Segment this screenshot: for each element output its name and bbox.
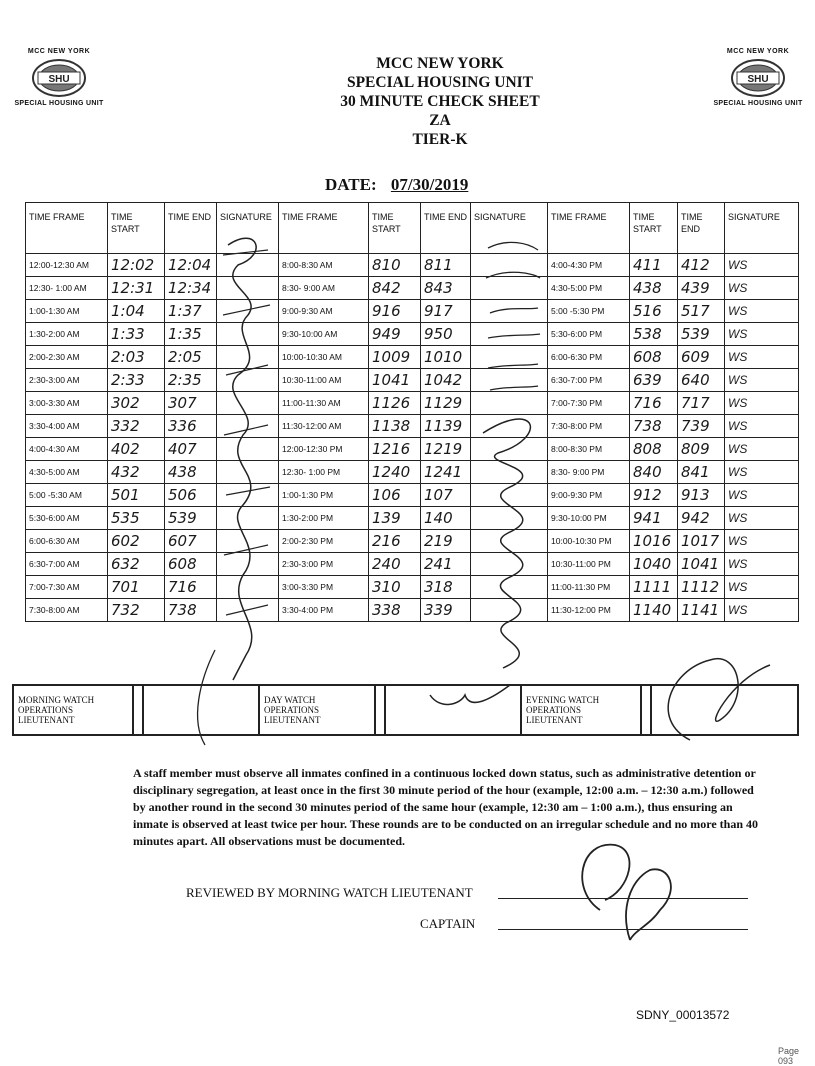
svg-text:SHU: SHU [48, 74, 70, 85]
time-frame-cell: 10:00-10:30 AM [279, 346, 369, 369]
signature-cell: WS [725, 438, 799, 461]
time-end-cell: 407 [165, 438, 217, 461]
table-row [26, 254, 799, 277]
time-end-cell: 607 [165, 530, 217, 553]
time-start-cell: 216 [369, 530, 421, 553]
time-frame-cell: 5:30-6:00 AM [26, 507, 108, 530]
time-start-cell: 1138 [369, 415, 421, 438]
title-line: 30 MINUTE CHECK SHEET [340, 93, 540, 110]
table-row [26, 599, 799, 622]
time-frame-cell: 8:30- 9:00 PM [548, 461, 630, 484]
logo-bottom-text: SPECIAL HOUSING UNIT [713, 100, 803, 107]
time-end-cell: 1129 [421, 392, 471, 415]
time-start-cell: 632 [108, 553, 165, 576]
time-end-cell: 517 [678, 300, 725, 323]
time-start-cell: 1009 [369, 346, 421, 369]
time-frame-cell: 9:30-10:00 AM [279, 323, 369, 346]
time-start-cell: 12:31 [108, 277, 165, 300]
time-frame-cell: 12:00-12:30 PM [279, 438, 369, 461]
time-start-cell: 302 [108, 392, 165, 415]
time-start-cell: 240 [369, 553, 421, 576]
time-end-cell: 1:35 [165, 323, 217, 346]
signature-cell [217, 599, 279, 622]
signature-cell [471, 300, 548, 323]
column-header: TIME FRAME [548, 203, 630, 254]
morning-watch-label: MORNING WATCH OPERATIONS LIEUTENANT [13, 685, 133, 735]
time-start-cell: 12:02 [108, 254, 165, 277]
time-frame-cell: 7:00-7:30 AM [26, 576, 108, 599]
table-row [26, 323, 799, 346]
time-end-cell: 339 [421, 599, 471, 622]
signature-cell [471, 507, 548, 530]
time-frame-cell: 6:30-7:00 AM [26, 553, 108, 576]
signature-cell [471, 415, 548, 438]
time-start-cell: 912 [630, 484, 678, 507]
signature-cell: WS [725, 484, 799, 507]
time-end-cell: 739 [678, 415, 725, 438]
time-frame-cell: 4:30-5:00 AM [26, 461, 108, 484]
signature-cell [217, 300, 279, 323]
time-frame-cell: 1:30-2:00 PM [279, 507, 369, 530]
evening-watch-signature [651, 685, 798, 735]
table-row [26, 300, 799, 323]
morning-watch-signature [143, 685, 259, 735]
time-start-cell: 716 [630, 392, 678, 415]
signature-cell: WS [725, 507, 799, 530]
signature-cell [217, 507, 279, 530]
svg-text:SHU: SHU [747, 74, 769, 85]
time-frame-cell: 3:00-3:30 AM [26, 392, 108, 415]
signature-cell: WS [725, 461, 799, 484]
table-row [26, 438, 799, 461]
time-start-cell: 1240 [369, 461, 421, 484]
time-start-cell: 535 [108, 507, 165, 530]
time-start-cell: 1140 [630, 599, 678, 622]
time-end-cell: 1241 [421, 461, 471, 484]
signature-cell [471, 369, 548, 392]
time-frame-cell: 6:00-6:30 AM [26, 530, 108, 553]
time-start-cell: 916 [369, 300, 421, 323]
time-frame-cell: 2:30-3:00 PM [279, 553, 369, 576]
signature-cell [217, 484, 279, 507]
time-start-cell: 411 [630, 254, 678, 277]
time-start-cell: 310 [369, 576, 421, 599]
time-start-cell: 810 [369, 254, 421, 277]
logo-top-text: MCC NEW YORK [27, 48, 91, 55]
time-frame-cell: 1:30-2:00 AM [26, 323, 108, 346]
time-end-cell: 738 [165, 599, 217, 622]
signature-cell: WS [725, 576, 799, 599]
signature-cell [217, 277, 279, 300]
instructions-paragraph: A staff member must observe all inmates confined in a continuous locked down status, such as administrative detention or disciplinary segregation, at least once in the first 30 minute period of the hour (example, 12:00 a.m. – 12:30 a.m.) followed by another round in the second 30 minutes period of the same hour (example, 12:30 am – 1:00 a.m.), thus ensuring an inmate is observed at least twice per hour. These rounds are to be conducted on an irregular schedule and no more than 40 minutes apart. All observations must be documented. [133, 766, 759, 848]
time-frame-cell: 6:30-7:00 PM [548, 369, 630, 392]
signature-cell [471, 576, 548, 599]
time-start-cell: 1040 [630, 553, 678, 576]
sheet-title [0, 54, 815, 149]
time-frame-cell: 4:00-4:30 PM [548, 254, 630, 277]
time-frame-cell: 8:30- 9:00 AM [279, 277, 369, 300]
signature-cell [471, 277, 548, 300]
time-frame-cell: 10:30-11:00 AM [279, 369, 369, 392]
signature-cell [471, 392, 548, 415]
table-row [26, 461, 799, 484]
time-end-cell: 1219 [421, 438, 471, 461]
captain-label: CAPTAIN [420, 916, 476, 931]
time-end-cell: 1042 [421, 369, 471, 392]
time-end-cell: 913 [678, 484, 725, 507]
time-end-cell: 107 [421, 484, 471, 507]
time-start-cell: 840 [630, 461, 678, 484]
time-end-cell: 717 [678, 392, 725, 415]
time-start-cell: 1016 [630, 530, 678, 553]
time-frame-cell: 3:00-3:30 PM [279, 576, 369, 599]
time-frame-cell: 9:00-9:30 PM [548, 484, 630, 507]
time-end-cell: 950 [421, 323, 471, 346]
signature-cell: WS [725, 300, 799, 323]
column-header: SIGNATURE [471, 203, 548, 254]
time-end-cell: 1010 [421, 346, 471, 369]
time-start-cell: 516 [630, 300, 678, 323]
signature-cell: WS [725, 553, 799, 576]
time-frame-cell: 5:00 -5:30 AM [26, 484, 108, 507]
table-row [26, 576, 799, 599]
time-frame-cell: 7:30-8:00 AM [26, 599, 108, 622]
time-end-cell: 12:04 [165, 254, 217, 277]
time-frame-cell: 9:30-10:00 PM [548, 507, 630, 530]
time-frame-cell: 4:00-4:30 AM [26, 438, 108, 461]
time-start-cell: 338 [369, 599, 421, 622]
time-end-cell: 140 [421, 507, 471, 530]
day-watch-label: DAY WATCH OPERATIONS LIEUTENANT [259, 685, 375, 735]
signature-cell [471, 553, 548, 576]
table-row [26, 277, 799, 300]
time-end-cell: 438 [165, 461, 217, 484]
table-row [26, 553, 799, 576]
time-frame-cell: 12:00-12:30 AM [26, 254, 108, 277]
signature-cell: WS [725, 323, 799, 346]
table-row [26, 369, 799, 392]
time-frame-cell: 1:00-1:30 AM [26, 300, 108, 323]
time-frame-cell: 2:00-2:30 PM [279, 530, 369, 553]
table-row [26, 484, 799, 507]
time-end-cell: 539 [678, 323, 725, 346]
time-end-cell: 1041 [678, 553, 725, 576]
signature-cell [471, 484, 548, 507]
table-row [26, 415, 799, 438]
table-row [26, 530, 799, 553]
time-start-cell: 2:03 [108, 346, 165, 369]
signature-cell [217, 461, 279, 484]
time-end-cell: 539 [165, 507, 217, 530]
time-end-cell: 1:37 [165, 300, 217, 323]
time-start-cell: 608 [630, 346, 678, 369]
time-start-cell: 1126 [369, 392, 421, 415]
signature-cell [217, 576, 279, 599]
signature-cell: WS [725, 599, 799, 622]
signature-cell [217, 530, 279, 553]
column-header: TIME START [630, 203, 678, 254]
time-frame-cell: 11:30-12:00 PM [548, 599, 630, 622]
time-frame-cell: 10:30-11:00 PM [548, 553, 630, 576]
column-header: TIME END [421, 203, 471, 254]
time-start-cell: 949 [369, 323, 421, 346]
time-end-cell: 2:35 [165, 369, 217, 392]
logo-bottom-text: SPECIAL HOUSING UNIT [14, 100, 104, 107]
time-end-cell: 12:34 [165, 277, 217, 300]
time-frame-cell: 8:00-8:30 PM [548, 438, 630, 461]
column-header: TIME FRAME [279, 203, 369, 254]
time-start-cell: 432 [108, 461, 165, 484]
divider [375, 685, 385, 735]
signature-cell [471, 530, 548, 553]
time-start-cell: 732 [108, 599, 165, 622]
time-frame-cell: 5:00 -5:30 PM [548, 300, 630, 323]
time-frame-cell: 12:30- 1:00 AM [26, 277, 108, 300]
signature-cell [217, 392, 279, 415]
time-end-cell: 2:05 [165, 346, 217, 369]
signature-cell [217, 254, 279, 277]
column-header: TIME START [369, 203, 421, 254]
time-start-cell: 2:33 [108, 369, 165, 392]
signature-cell [471, 438, 548, 461]
time-start-cell: 1:04 [108, 300, 165, 323]
time-start-cell: 402 [108, 438, 165, 461]
signature-cell: WS [725, 346, 799, 369]
time-start-cell: 1111 [630, 576, 678, 599]
day-watch-signature [385, 685, 521, 735]
title-line: TIER-K [412, 131, 468, 148]
reviewed-label: REVIEWED BY MORNING WATCH LIEUTENANT [186, 885, 473, 900]
time-frame-cell: 9:00-9:30 AM [279, 300, 369, 323]
time-start-cell: 1041 [369, 369, 421, 392]
time-end-cell: 608 [165, 553, 217, 576]
time-end-cell: 917 [421, 300, 471, 323]
time-start-cell: 501 [108, 484, 165, 507]
time-end-cell: 241 [421, 553, 471, 576]
column-header: SIGNATURE [725, 203, 799, 254]
time-start-cell: 941 [630, 507, 678, 530]
time-end-cell: 841 [678, 461, 725, 484]
signature-cell [471, 461, 548, 484]
time-end-cell: 843 [421, 277, 471, 300]
time-frame-cell: 8:00-8:30 AM [279, 254, 369, 277]
time-frame-cell: 11:00-11:30 PM [548, 576, 630, 599]
reviewed-signature-line [498, 898, 748, 899]
time-end-cell: 318 [421, 576, 471, 599]
check-table [25, 202, 799, 622]
time-start-cell: 106 [369, 484, 421, 507]
time-start-cell: 639 [630, 369, 678, 392]
table-row [26, 346, 799, 369]
time-start-cell: 538 [630, 323, 678, 346]
time-frame-cell: 2:00-2:30 AM [26, 346, 108, 369]
time-frame-cell: 2:30-3:00 AM [26, 369, 108, 392]
signature-cell [217, 415, 279, 438]
time-start-cell: 1:33 [108, 323, 165, 346]
time-frame-cell: 11:30-12:00 AM [279, 415, 369, 438]
time-frame-cell: 11:00-11:30 AM [279, 392, 369, 415]
signature-cell [217, 553, 279, 576]
time-end-cell: 439 [678, 277, 725, 300]
page-number: Page 093 [778, 1046, 800, 1066]
column-header: SIGNATURE [217, 203, 279, 254]
watch-table [12, 684, 799, 736]
divider [641, 685, 651, 735]
signature-cell: WS [725, 530, 799, 553]
time-start-cell: 438 [630, 277, 678, 300]
signature-cell [471, 323, 548, 346]
time-end-cell: 307 [165, 392, 217, 415]
time-frame-cell: 12:30- 1:00 PM [279, 461, 369, 484]
time-end-cell: 1139 [421, 415, 471, 438]
time-start-cell: 808 [630, 438, 678, 461]
divider [133, 685, 143, 735]
time-frame-cell: 4:30-5:00 PM [548, 277, 630, 300]
signature-cell: WS [725, 369, 799, 392]
bates-number: SDNY_00013572 [636, 1008, 730, 1022]
time-end-cell: 219 [421, 530, 471, 553]
column-header: TIME START [108, 203, 165, 254]
signature-cell [217, 323, 279, 346]
time-end-cell: 506 [165, 484, 217, 507]
time-frame-cell: 7:30-8:00 PM [548, 415, 630, 438]
time-end-cell: 1141 [678, 599, 725, 622]
signature-cell [217, 346, 279, 369]
time-frame-cell: 10:00-10:30 PM [548, 530, 630, 553]
date-value: 07/30/2019 [390, 175, 469, 194]
time-start-cell: 332 [108, 415, 165, 438]
time-frame-cell: 3:30-4:00 AM [26, 415, 108, 438]
time-end-cell: 811 [421, 254, 471, 277]
column-header: TIME END [165, 203, 217, 254]
time-start-cell: 842 [369, 277, 421, 300]
time-end-cell: 609 [678, 346, 725, 369]
time-start-cell: 139 [369, 507, 421, 530]
time-end-cell: 412 [678, 254, 725, 277]
column-header: TIME FRAME [26, 203, 108, 254]
signature-cell: WS [725, 415, 799, 438]
logo-top-text: MCC NEW YORK [726, 48, 790, 55]
signature-cell [471, 254, 548, 277]
time-end-cell: 942 [678, 507, 725, 530]
column-header: TIME END [678, 203, 725, 254]
evening-watch-label: EVENING WATCH OPERATIONS LIEUTENANT [521, 685, 641, 735]
date-label: DATE: [325, 175, 377, 194]
time-end-cell: 809 [678, 438, 725, 461]
time-frame-cell: 3:30-4:00 PM [279, 599, 369, 622]
time-frame-cell: 6:00-6:30 PM [548, 346, 630, 369]
signature-cell: WS [725, 254, 799, 277]
signature-cell [217, 438, 279, 461]
signature-cell [217, 369, 279, 392]
signature-cell: WS [725, 392, 799, 415]
time-end-cell: 336 [165, 415, 217, 438]
time-frame-cell: 1:00-1:30 PM [279, 484, 369, 507]
time-frame-cell: 5:30-6:00 PM [548, 323, 630, 346]
title-line: MCC NEW YORK [376, 55, 504, 72]
time-end-cell: 1017 [678, 530, 725, 553]
time-end-cell: 1112 [678, 576, 725, 599]
table-row [26, 392, 799, 415]
table-row [26, 507, 799, 530]
title-line: ZA [429, 112, 451, 129]
time-end-cell: 716 [165, 576, 217, 599]
time-end-cell: 640 [678, 369, 725, 392]
signature-cell [471, 346, 548, 369]
title-line: SPECIAL HOUSING UNIT [346, 74, 534, 91]
time-start-cell: 602 [108, 530, 165, 553]
signature-cell [471, 599, 548, 622]
signature-cell: WS [725, 277, 799, 300]
time-start-cell: 1216 [369, 438, 421, 461]
time-start-cell: 738 [630, 415, 678, 438]
date-line [325, 175, 468, 195]
time-start-cell: 701 [108, 576, 165, 599]
captain-signature-line [498, 929, 748, 930]
time-frame-cell: 7:00-7:30 PM [548, 392, 630, 415]
